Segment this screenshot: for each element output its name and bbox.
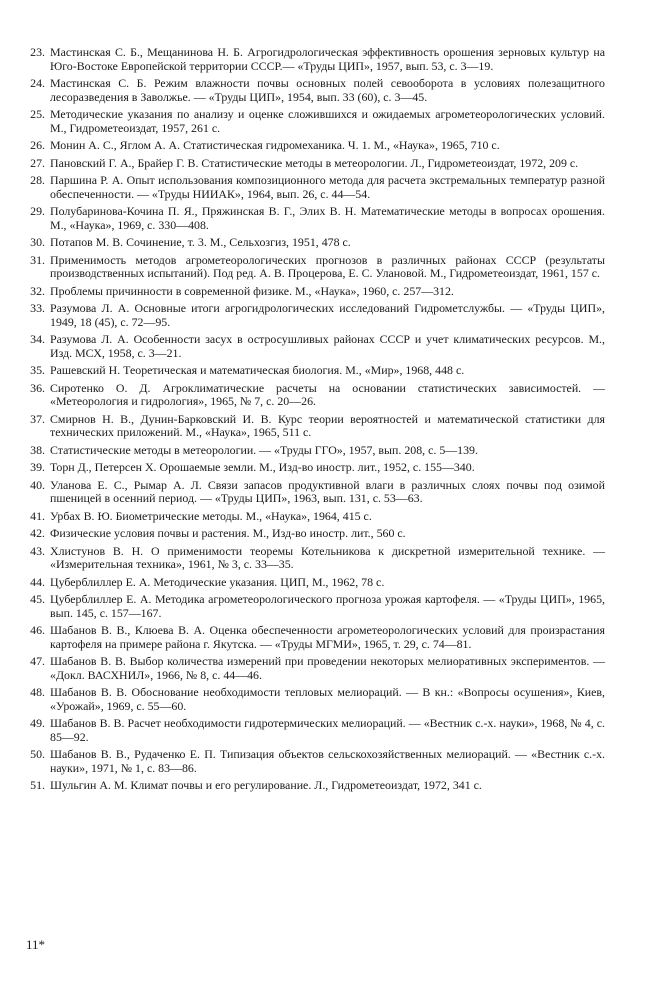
reference-text: Шабанов В. В., Рудаченко Е. П. Типизация объектов сельскохозяйственных мелиораций. — «Вестник с.-х. науки», 1971, № 1, с. 83—86. xyxy=(50,747,605,775)
reference-number: 32. xyxy=(30,283,45,298)
reference-number: 36. xyxy=(30,380,45,395)
reference-item xyxy=(20,779,605,793)
reference-number: 43. xyxy=(30,543,45,558)
reference-number: 33. xyxy=(30,301,45,315)
reference-text: Сиротенко О. Д. Агроклиматические расчеты на основании статистических зависимостей. — «Метеорология и гидрология», 1965, № 7, с. 20—26. xyxy=(50,380,605,408)
reference-text: Разумова Л. А. Особенности засух в остросушливых районах СССР и учет климатических ресурсов. М., Изд. МСХ, 1958, с. 3—21. xyxy=(50,332,605,360)
reference-list xyxy=(20,46,605,793)
reference-text: Урбах В. Ю. Биометрические методы. М., «Наука», 1964, 415 с. xyxy=(50,508,372,523)
reference-item xyxy=(20,333,605,360)
reference-item xyxy=(20,46,605,73)
reference-item xyxy=(20,510,605,524)
reference-text: Проблемы причинности в современной физике. М., «Наука», 1960, с. 257—312. xyxy=(50,283,454,298)
reference-item xyxy=(20,461,605,475)
reference-text: Цуберблиллер Е. А. Методика агрометеорологического прогноза урожая картофеля. — «Труды ЦИП», 1965, вып. 145, с. 157—167. xyxy=(50,592,605,620)
reference-text: Полубаринова-Кочина П. Я., Пряжинская В. Г., Элих В. Н. Математические методы в вопросах орошения. М., «Наука», 1969, с. 330—408. xyxy=(50,204,605,232)
reference-text: Пановский Г. А., Брайер Г. В. Статистические методы в метеорологии. Л., Гидрометеоиздат, 1972, 209 с. xyxy=(50,155,579,170)
reference-number: 24. xyxy=(30,76,45,90)
reference-text: Монин А. С., Яглом А. А. Статистическая гидромеханика. Ч. 1. М., «Наука», 1965, 710 с. xyxy=(50,138,500,152)
reference-text: Хлистунов В. Н. О применимости теоремы Котельникова к дискретной измерительной технике. — «Измерительная техника», 1961, № 3, с. 33—35. xyxy=(50,543,605,571)
reference-text: Статистические методы в метеорологии. — «Труды ГГО», 1957, вып. 208, с. 5—139. xyxy=(50,442,478,457)
reference-number: 39. xyxy=(30,460,45,474)
reference-text: Методические указания по анализу и оценке сложившихся и ожидаемых агрометеорологических условий. М., Гидрометеоиздат, 1957, 261 с. xyxy=(50,107,605,135)
reference-number: 35. xyxy=(30,363,45,377)
reference-text: Шабанов В. В. Расчет необходимости гидротермических мелиораций. — «Вестник с.-х. науки», 1968, № 4, с. 85—92. xyxy=(50,716,605,744)
reference-number: 46. xyxy=(30,623,45,637)
reference-item xyxy=(20,624,605,651)
reference-text: Разумова Л. А. Основные итоги агрогидрологических исследований Гидрометслужбы. — «Труды ЦИП», 1949, 18 (45), с. 72—95. xyxy=(50,301,605,329)
reference-number: 23. xyxy=(30,45,45,59)
reference-item xyxy=(20,527,605,541)
reference-number: 27. xyxy=(30,155,45,170)
reference-number: 45. xyxy=(30,592,45,606)
reference-item xyxy=(20,686,605,713)
reference-number: 50. xyxy=(30,747,45,761)
reference-number: 48. xyxy=(30,685,45,699)
reference-text: Шульгин А. М. Климат почвы и его регулирование. Л., Гидрометеоиздат, 1972, 341 с. xyxy=(50,778,482,792)
reference-item xyxy=(20,139,605,153)
reference-item xyxy=(20,545,605,572)
reference-text: Рашевский Н. Теоретическая и математическая биология. М., «Мир», 1968, 448 с. xyxy=(50,363,465,377)
reference-text: Торн Д., Петерсен Х. Орошаемые земли. М., Изд-во иностр. лит., 1952, с. 155—340. xyxy=(50,460,475,474)
reference-text: Паршина Р. А. Опыт использования композиционного метода для расчета экстремальных температур разной обеспеченности. — «Труды НИИАК», 1964, вып. 26, с. 44—54. xyxy=(50,173,605,201)
reference-text: Мастинская С. Б. Режим влажности почвы основных полей севооборота в условиях полезащитного лесоразведения в Заволжье. — «Труды ЦИП», 1954, вып. 33 (60), с. 3—45. xyxy=(50,76,605,104)
reference-number: 26. xyxy=(30,138,45,152)
reference-text: Смирнов Н. В., Дунин-Барковский И. В. Курс теории вероятностей и математической статистики для технических приложений. М., «Наука», 1965, 511 с. xyxy=(50,411,605,439)
reference-text: Потапов М. В. Сочинение, т. 3. М., Сельхозгиз, 1951, 478 с. xyxy=(50,235,351,249)
reference-item xyxy=(20,717,605,744)
reference-item xyxy=(20,157,605,171)
reference-number: 42. xyxy=(30,526,45,540)
reference-item xyxy=(20,285,605,299)
reference-text: Шабанов В. В. Обоснование необходимости тепловых мелиораций. — В кн.: «Вопросы осушения», Киев, «Урожай», 1969, с. 55—60. xyxy=(50,685,605,713)
reference-item xyxy=(20,205,605,232)
reference-item xyxy=(20,254,605,281)
reference-item xyxy=(20,655,605,682)
reference-item xyxy=(20,236,605,250)
reference-text: Шабанов В. В., Клюева В. А. Оценка обеспеченности агрометеорологических условий для произрастания картофеля на примере района г. Якутска. — «Труды МГМИ», 1965, т. 29, с. 74—81. xyxy=(50,623,605,651)
reference-item xyxy=(20,382,605,409)
reference-item xyxy=(20,413,605,440)
reference-number: 25. xyxy=(30,107,45,121)
reference-item xyxy=(20,576,605,590)
reference-number: 30. xyxy=(30,235,45,249)
reference-text: Применимость методов агрометеорологических прогнозов в различных районах СССР (результаты производственных испытаний). Под ред. А. В. Процерова, Е. С. Улановой. М., Гидрометеоиздат, 1961, 157 с. xyxy=(50,252,605,280)
reference-number: 38. xyxy=(30,442,45,457)
reference-item xyxy=(20,302,605,329)
reference-text: Физические условия почвы и растения. М., Изд-во иностр. лит., 560 с. xyxy=(50,526,406,540)
reference-number: 41. xyxy=(30,508,45,523)
reference-number: 40. xyxy=(30,477,45,492)
reference-text: Уланова Е. С., Рымар А. Л. Связи запасов продуктивной влаги в различных слоях почвы под озимой пшеницей в осенний период. — «Труды ЦИП», 1963, вып. 131, с. 53—63. xyxy=(50,477,605,505)
reference-number: 47. xyxy=(30,654,45,668)
reference-number: 51. xyxy=(30,778,45,792)
reference-item xyxy=(20,748,605,775)
signature-mark: 11* xyxy=(26,937,46,952)
reference-item xyxy=(20,479,605,506)
reference-text: Шабанов В. В. Выбор количества измерений при проведении некоторых мелиоративных экспериментов. — «Докл. ВАСХНИЛ», 1966, № 8, с. 44—46. xyxy=(50,654,605,682)
reference-item xyxy=(20,364,605,378)
reference-item xyxy=(20,108,605,135)
reference-item xyxy=(20,593,605,620)
reference-number: 29. xyxy=(30,204,45,218)
reference-item xyxy=(20,444,605,458)
reference-text: Цуберблиллер Е. А. Методические указания. ЦИП, М., 1962, 78 с. xyxy=(50,574,385,589)
reference-number: 34. xyxy=(30,332,45,346)
reference-text: Мастинская С. Б., Мещанинова Н. Б. Агрогидрологическая эффективность орошения зерновых культур на Юго-Востоке Европейской территории СССР.— «Труды ЦИП», 1957, вып. 53, с. 3—19. xyxy=(50,45,605,73)
reference-number: 31. xyxy=(30,252,45,267)
reference-number: 37. xyxy=(30,411,45,426)
reference-item xyxy=(20,77,605,104)
reference-item xyxy=(20,174,605,201)
reference-number: 49. xyxy=(30,716,45,730)
reference-number: 44. xyxy=(30,574,45,589)
reference-number: 28. xyxy=(30,173,45,187)
